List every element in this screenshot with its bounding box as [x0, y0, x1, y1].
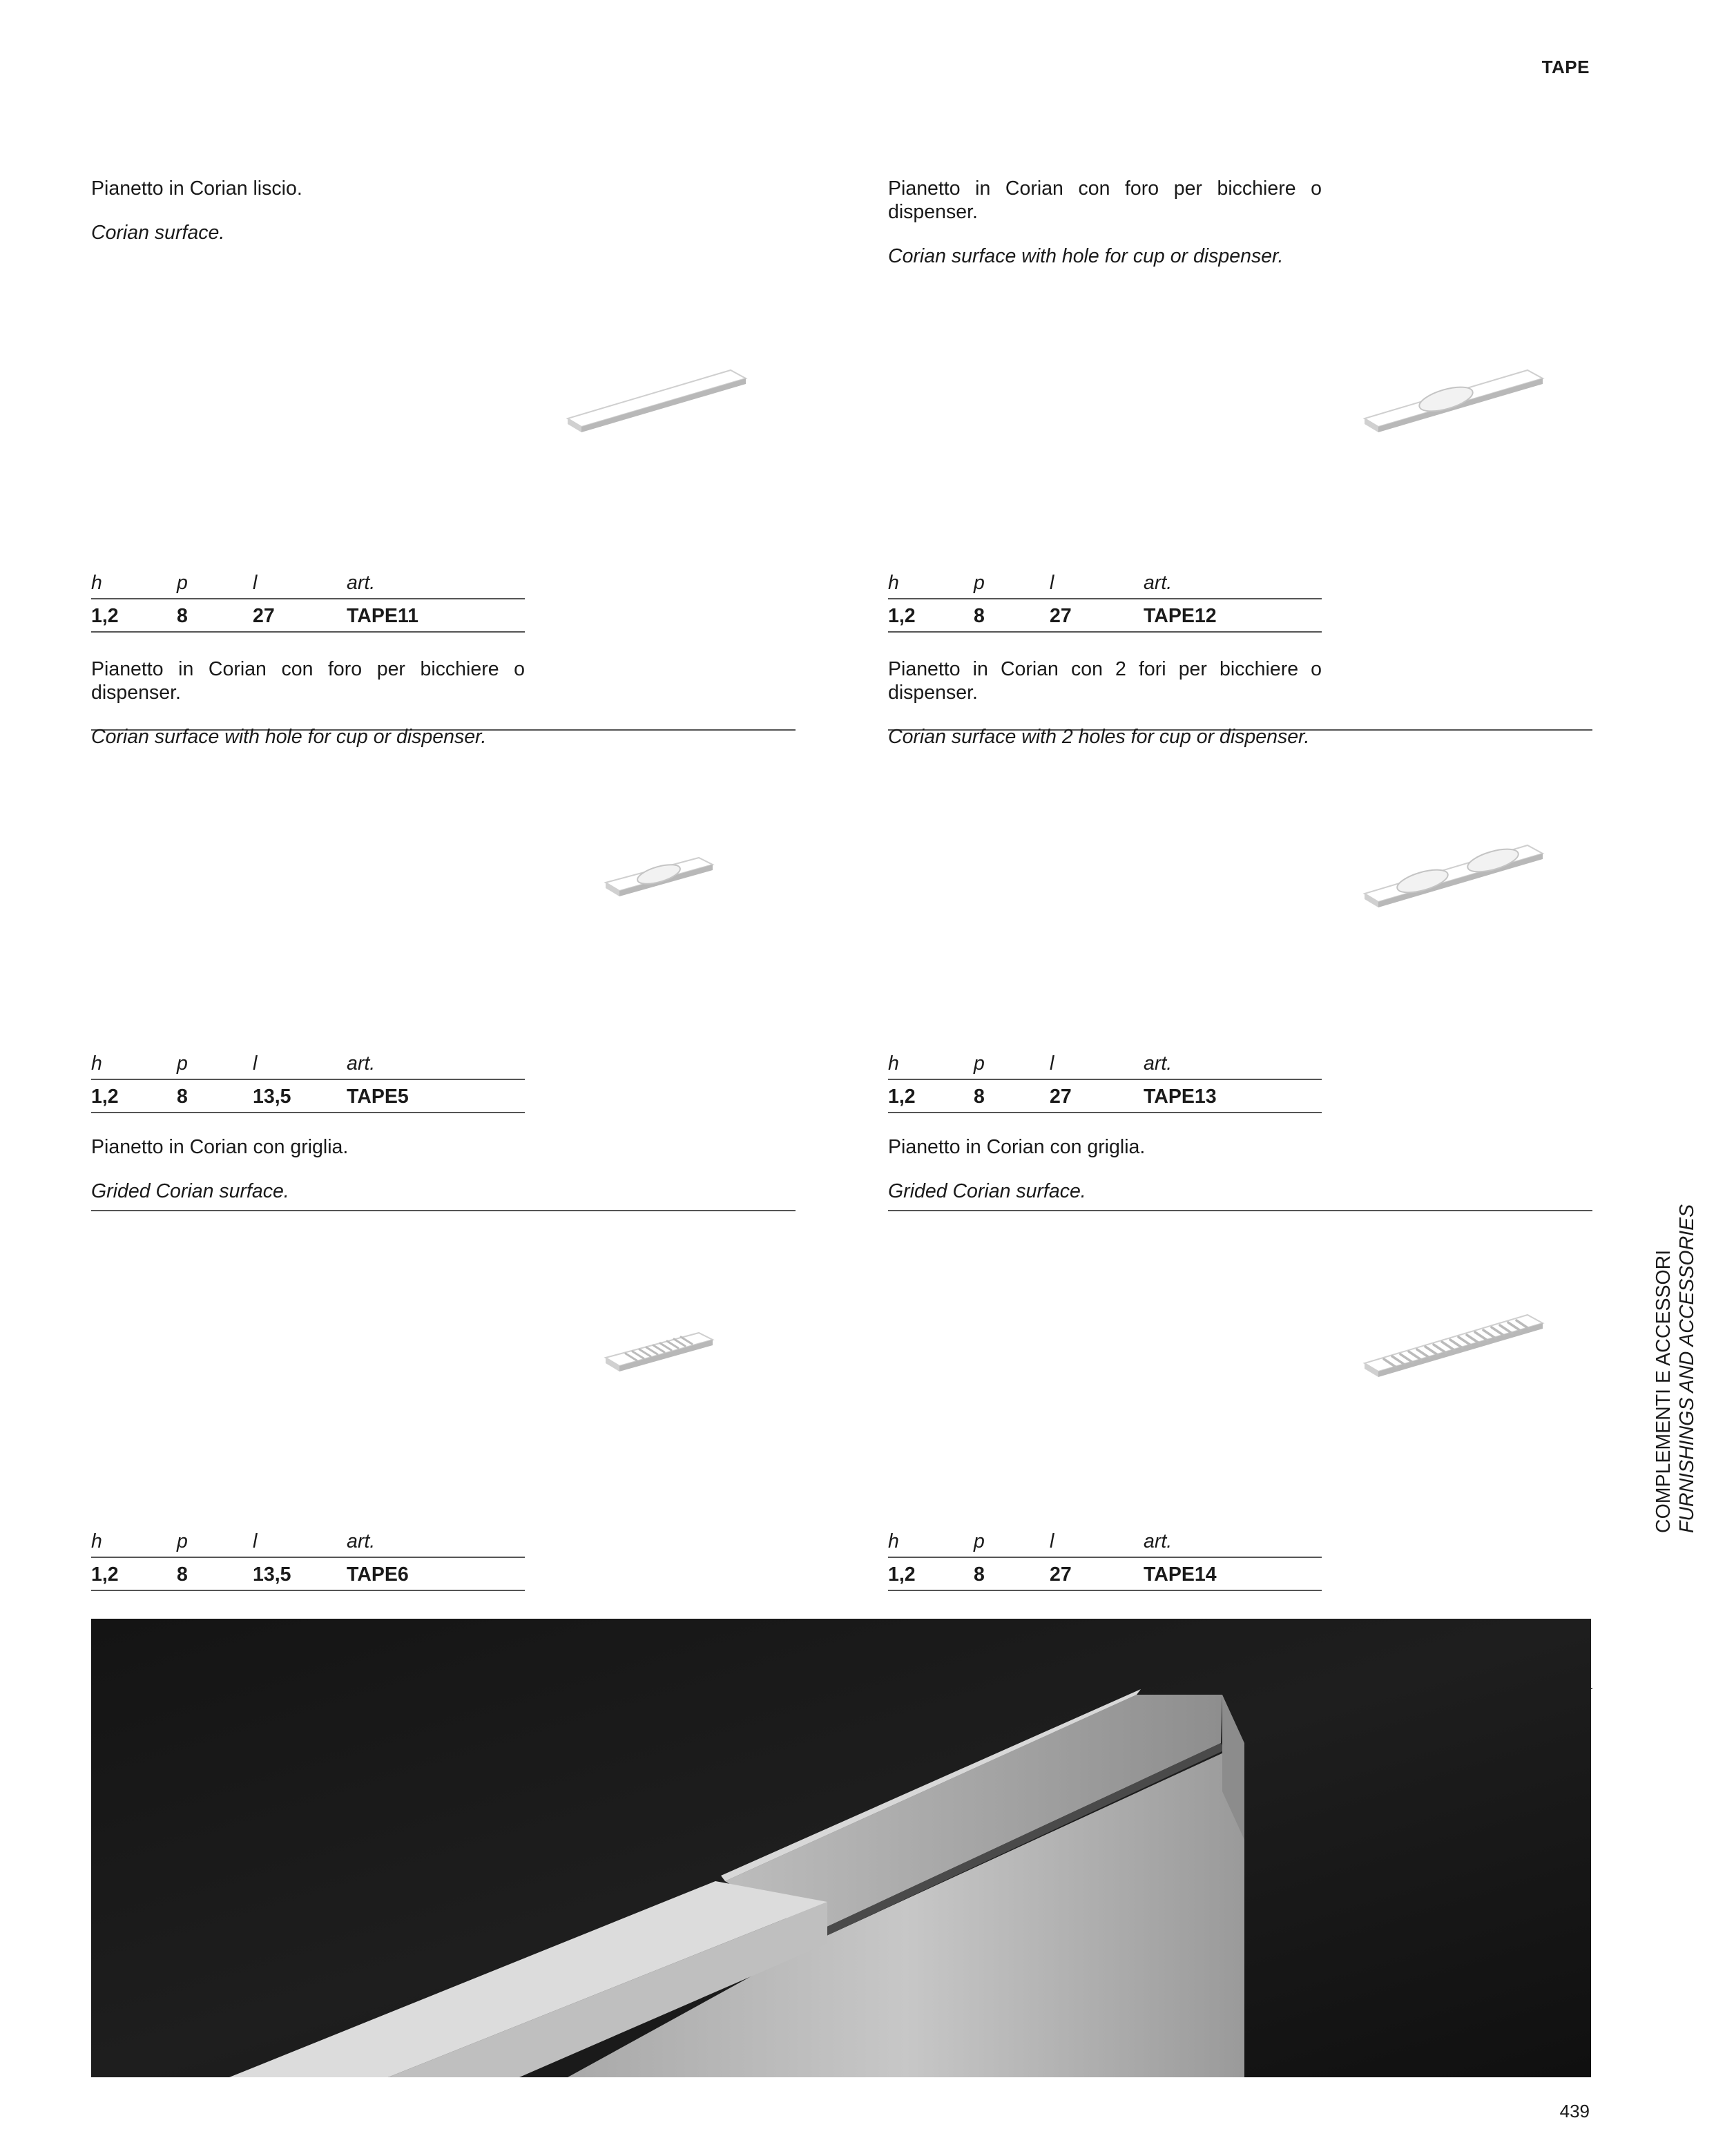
spec-header-h: h — [888, 1530, 899, 1552]
spec-header-h: h — [91, 572, 102, 594]
sidebar-label-english: FURNISHINGS AND ACCESSORIES — [1676, 1204, 1698, 1533]
description-italian: Pianetto in Corian liscio. — [91, 177, 302, 200]
spec-header-p: p — [177, 572, 188, 594]
spec-header-p: p — [974, 1530, 985, 1552]
page-header-title: TAPE — [1541, 57, 1590, 77]
sidebar-section-label — [1652, 1204, 1699, 1533]
description-english: Corian surface. — [91, 222, 225, 244]
product-description — [91, 657, 525, 769]
spec-table — [91, 566, 525, 633]
spec-header-l: l — [253, 572, 258, 594]
description-italian: Pianetto in Corian con 2 fori per bicchiere o dispenser. — [888, 658, 1322, 704]
sidebar-label-italian: COMPLEMENTI E ACCESSORI — [1652, 1249, 1675, 1533]
spec-value-h: 1,2 — [888, 1563, 916, 1586]
spec-header-l: l — [253, 1530, 258, 1552]
spec-value-art: TAPE5 — [347, 1086, 409, 1108]
spec-table — [91, 1047, 525, 1113]
spec-header-l: l — [1050, 1530, 1054, 1552]
product-description — [888, 177, 1322, 289]
description-english: Corian surface with 2 holes for cup or dispenser. — [888, 726, 1310, 748]
spec-value-art: TAPE13 — [1144, 1086, 1217, 1108]
spec-value-h: 1,2 — [91, 1086, 119, 1108]
spec-value-l: 27 — [253, 605, 275, 627]
product-illustration — [602, 855, 740, 917]
product-tape12 — [888, 177, 1592, 653]
spec-table — [91, 1525, 525, 1591]
spec-header-h: h — [91, 1530, 102, 1552]
spec-value-l: 27 — [1050, 1086, 1072, 1108]
product-illustration — [561, 363, 851, 453]
spec-header-h: h — [91, 1052, 102, 1075]
spec-header-art: art. — [1144, 1052, 1173, 1075]
spec-header-art: art. — [347, 572, 376, 594]
spec-value-h: 1,2 — [888, 1086, 916, 1108]
product-tape5 — [91, 657, 796, 1134]
spec-header-art: art. — [347, 1052, 376, 1075]
spec-value-art: TAPE14 — [1144, 1563, 1217, 1586]
spec-header-l: l — [1050, 1052, 1054, 1075]
spec-value-p: 8 — [974, 1086, 985, 1108]
spec-value-p: 8 — [974, 1563, 985, 1586]
spec-header-art: art. — [1144, 572, 1173, 594]
spec-value-p: 8 — [177, 605, 188, 627]
spec-header-l: l — [253, 1052, 258, 1075]
description-english: Corian surface with hole for cup or dispenser. — [91, 726, 487, 748]
product-description — [888, 1135, 1322, 1224]
description-italian: Pianetto in Corian con foro per bicchiere o dispenser. — [888, 177, 1322, 223]
description-italian: Pianetto in Corian con foro per bicchiere o dispenser. — [91, 658, 525, 704]
spec-header-p: p — [974, 572, 985, 594]
spec-table — [888, 566, 1322, 633]
product-illustration — [602, 1330, 740, 1392]
product-description — [888, 657, 1322, 769]
spec-header-h: h — [888, 572, 899, 594]
spec-header-art: art. — [1144, 1530, 1173, 1552]
spec-header-p: p — [177, 1530, 188, 1552]
product-photo — [91, 1619, 1591, 2077]
spec-table — [888, 1525, 1322, 1591]
spec-header-l: l — [1050, 572, 1054, 594]
spec-value-art: TAPE12 — [1144, 605, 1217, 627]
spec-value-art: TAPE6 — [347, 1563, 409, 1586]
product-illustration — [1358, 1308, 1648, 1398]
spec-value-h: 1,2 — [888, 605, 916, 627]
product-description — [91, 1135, 525, 1224]
product-illustration — [1358, 363, 1648, 453]
product-description — [91, 177, 525, 265]
spec-header-art: art. — [347, 1530, 376, 1552]
spec-value-h: 1,2 — [91, 1563, 119, 1586]
spec-value-l: 27 — [1050, 1563, 1072, 1586]
spec-value-p: 8 — [177, 1563, 188, 1586]
spec-value-p: 8 — [974, 605, 985, 627]
spec-header-p: p — [177, 1052, 188, 1075]
description-italian: Pianetto in Corian con griglia. — [91, 1136, 349, 1158]
product-tape6 — [91, 1135, 796, 1612]
spec-value-h: 1,2 — [91, 605, 119, 627]
description-english: Grided Corian surface. — [888, 1180, 1086, 1202]
product-tape14 — [888, 1135, 1592, 1612]
spec-header-h: h — [888, 1052, 899, 1075]
description-english: Grided Corian surface. — [91, 1180, 289, 1202]
spec-value-art: TAPE11 — [347, 605, 419, 627]
description-english: Corian surface with hole for cup or dispenser. — [888, 245, 1284, 267]
product-tape11 — [91, 177, 796, 653]
spec-value-p: 8 — [177, 1086, 188, 1108]
product-illustration — [1358, 838, 1648, 928]
spec-value-l: 13,5 — [253, 1086, 291, 1108]
spec-value-l: 27 — [1050, 605, 1072, 627]
spec-table — [888, 1047, 1322, 1113]
channel-photo-illustration — [91, 1619, 1591, 2077]
spec-header-p: p — [974, 1052, 985, 1075]
product-tape13 — [888, 657, 1592, 1134]
spec-value-l: 13,5 — [253, 1563, 291, 1586]
description-italian: Pianetto in Corian con griglia. — [888, 1136, 1146, 1158]
page-number: 439 — [1559, 2101, 1590, 2121]
